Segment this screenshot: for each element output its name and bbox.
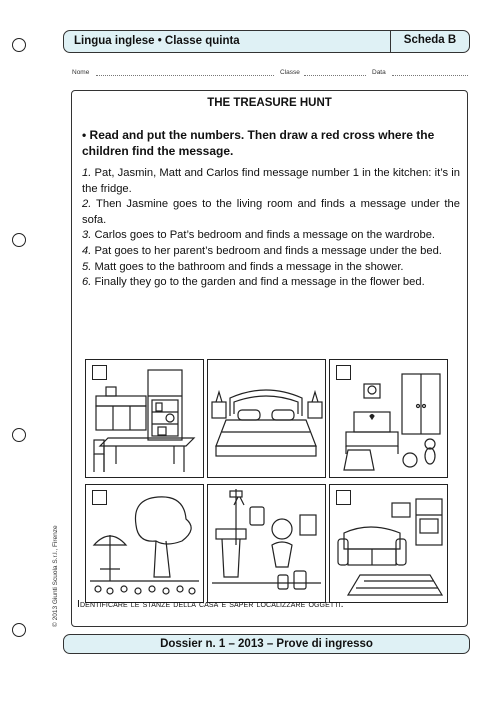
story-item: 4. Pat goes to her parent’s bedroom and finds a message under the bed.	[82, 244, 442, 257]
child-bedroom-picture	[329, 359, 448, 478]
bathroom-picture	[207, 484, 326, 603]
date-field[interactable]	[392, 75, 468, 76]
story-item: 6. Finally they go to the garden and find a message in the flower bed.	[82, 276, 425, 289]
living-room-picture	[329, 484, 448, 603]
date-label: Data	[372, 69, 386, 76]
number-box[interactable]	[92, 365, 107, 380]
number-box[interactable]	[92, 490, 107, 505]
name-label: Nome	[72, 69, 90, 76]
exercise-title: THE TREASURE HUNT	[207, 97, 332, 109]
garden-picture	[85, 484, 204, 603]
sheet-label: Scheda B	[390, 30, 469, 53]
binder-hole-top	[12, 38, 26, 52]
story-item: 3. Carlos goes to Pat’s bedroom and finds a message on the wardrobe.	[82, 229, 436, 242]
copyright-note: © 2013 Giunti Scuola S.r.l., Firenze	[52, 525, 59, 627]
number-box[interactable]	[336, 365, 351, 380]
story-item: 5. Matt goes to the bathroom and finds a message in the shower.	[82, 260, 404, 273]
story-list	[82, 166, 460, 291]
exercise-instruction: • Read and put the numbers. Then draw a red cross where the children find the message.	[82, 128, 435, 158]
number-box[interactable]	[336, 490, 351, 505]
story-item: 1. Pat, Jasmin, Matt and Carlos find message number 1 in the kitchen: it’s in the fridge.	[82, 167, 460, 195]
binder-hole-lower	[12, 428, 26, 442]
binder-hole-bottom	[12, 623, 26, 637]
footer-bar: Dossier n. 1 – 2013 – Prove di ingresso	[63, 634, 470, 654]
class-field[interactable]	[304, 75, 366, 76]
binder-hole-upper	[12, 233, 26, 247]
bathroom-icon	[208, 485, 325, 602]
double-bedroom-picture	[207, 359, 326, 478]
name-field[interactable]	[96, 75, 274, 76]
class-label: Classe	[280, 69, 300, 76]
learning-objective: Identificare le stanze della casa e saper localizzare oggetti.	[77, 598, 344, 610]
header-bar	[63, 30, 470, 53]
double-bed-icon	[208, 360, 325, 477]
subject-label: Lingua inglese • Classe quinta	[74, 35, 240, 47]
story-item: 2. Then Jasmine goes to the living room and finds a message under the sofa.	[82, 198, 460, 226]
kitchen-picture	[85, 359, 204, 478]
